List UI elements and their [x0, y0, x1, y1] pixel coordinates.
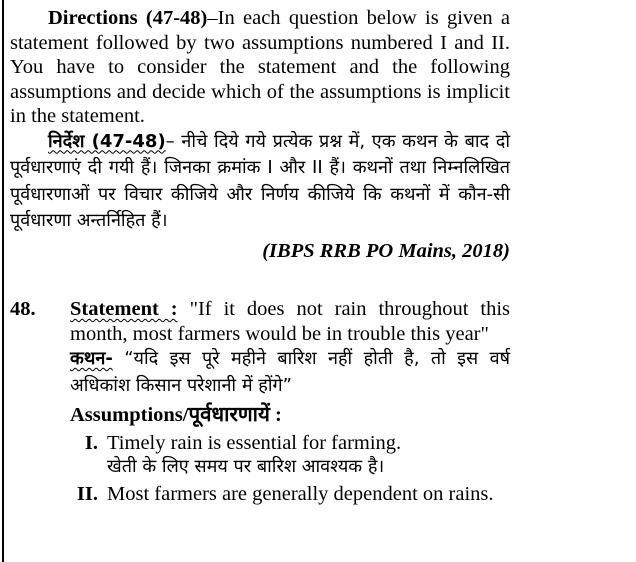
- assumption-hindi: खेती के लिए समय पर बारिश आवश्यक है।: [107, 456, 385, 477]
- question-number: 48.: [10, 298, 36, 320]
- assumption-numeral: II.: [76, 483, 98, 505]
- statement-label: Statement :: [70, 298, 178, 320]
- statement-text: "If it does not rain throughout this month, most farmers would be in trouble this year": [70, 298, 510, 345]
- directions-label: Directions (47-48): [48, 7, 208, 29]
- directions-hindi-text: – नीचे दिये गये प्रत्येक प्रश्न में, एक कथन के बाद दो पूर्वधारणाएं दी गयी हैं। जिनका क्रमांक I और II हैं। कथनों तथा निम्नलिखित पूर्वधारणाओं पर विचार कीजिये और निर्णय कीजिये कि कथनों में कौन-सी पूर्वधारणा अन्तर्निहित हैं।: [10, 130, 510, 231]
- directions-hindi-label: निर्देश (47-48): [48, 130, 166, 152]
- directions-block: [10, 6, 510, 263]
- statement-hindi: [70, 346, 510, 399]
- directions-english: [10, 6, 510, 129]
- exam-source: (IBPS RRB PO Mains, 2018): [262, 239, 510, 262]
- assumption-item: [70, 431, 510, 480]
- statement-hindi-label: कथन-: [70, 348, 113, 369]
- question-48: [10, 297, 510, 507]
- statement: [70, 297, 510, 346]
- assumption-english: Timely rain is essential for farming.: [107, 431, 402, 454]
- left-border-rule: [2, 0, 4, 562]
- directions-text: –In each question below is given a statement followed by two assumptions numbered I and II. You have to consider the statement and the following assumptions and decide which of the assumptions is implicit in the statement.: [10, 7, 510, 127]
- assumption-item: [70, 482, 510, 507]
- assumption-numeral: I.: [84, 431, 98, 454]
- assumptions-heading: Assumptions/पूर्वधारणायें :: [70, 404, 282, 426]
- question-body: [70, 297, 510, 507]
- assumption-english: Most farmers are generally dependent on rains.: [107, 483, 494, 505]
- statement-hindi-text: “यदि इस पूरे महीने बारिश नहीं होती है, तो इस वर्ष अधिकांश किसान परेशानी में होंगे”: [70, 348, 510, 396]
- directions-hindi: [10, 129, 510, 235]
